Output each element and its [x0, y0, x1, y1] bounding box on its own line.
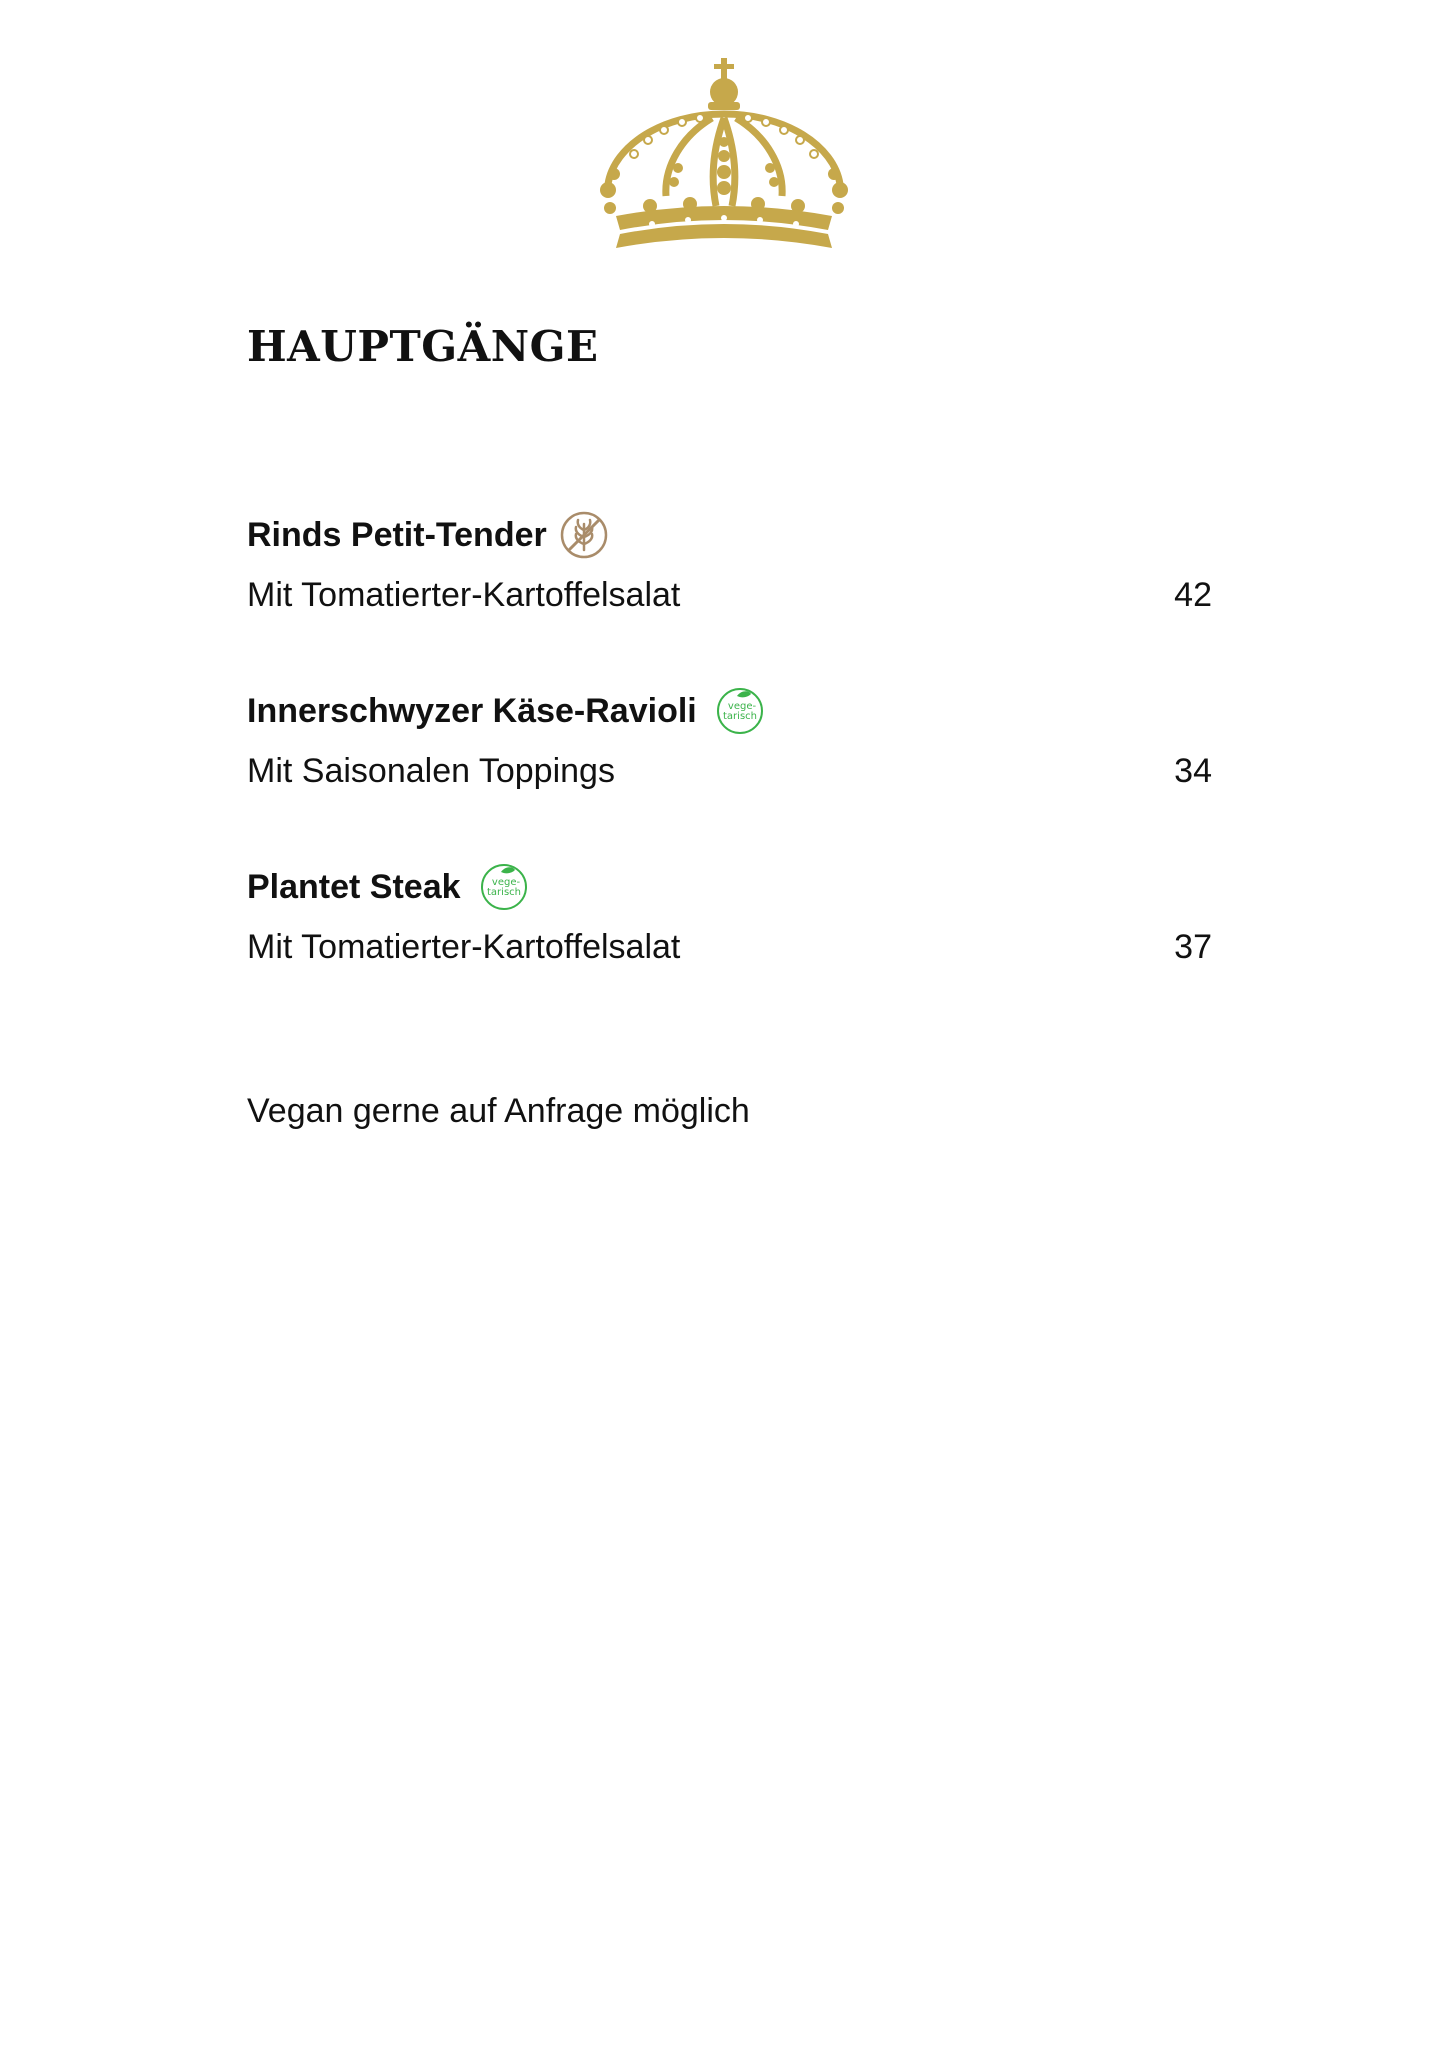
- dish-name: Innerschwyzer Käse-Ravioli: [247, 691, 697, 730]
- dish-description: Mit Tomatierter-Kartoffelsalat: [247, 927, 681, 966]
- page-title: HAUPTGÄNGE: [247, 322, 599, 371]
- menu-item: [247, 860, 1212, 974]
- dish-description: Mit Saisonalen Toppings: [247, 751, 615, 790]
- dish-price: 42: [1174, 575, 1212, 614]
- gluten-free-icon: [559, 510, 609, 560]
- svg-text:vege-: vege-: [491, 877, 520, 888]
- dish-name: Plantet Steak: [247, 867, 461, 906]
- svg-text:tarisch: tarisch: [722, 711, 757, 722]
- menu-item: [247, 684, 1212, 798]
- dish-description: Mit Tomatierter-Kartoffelsalat: [247, 575, 681, 614]
- vegetarian-icon: [715, 686, 765, 736]
- svg-text:tarisch: tarisch: [486, 887, 521, 898]
- menu-item: [247, 508, 1212, 622]
- footnote-text: Vegan gerne auf Anfrage möglich: [247, 1092, 750, 1130]
- vegetarian-icon: [479, 862, 529, 912]
- svg-text:vege-: vege-: [727, 701, 756, 712]
- dish-price: 37: [1174, 927, 1212, 966]
- dish-price: 34: [1174, 751, 1212, 790]
- crown-logo-icon: [592, 56, 856, 252]
- dish-name: Rinds Petit-Tender: [247, 515, 547, 554]
